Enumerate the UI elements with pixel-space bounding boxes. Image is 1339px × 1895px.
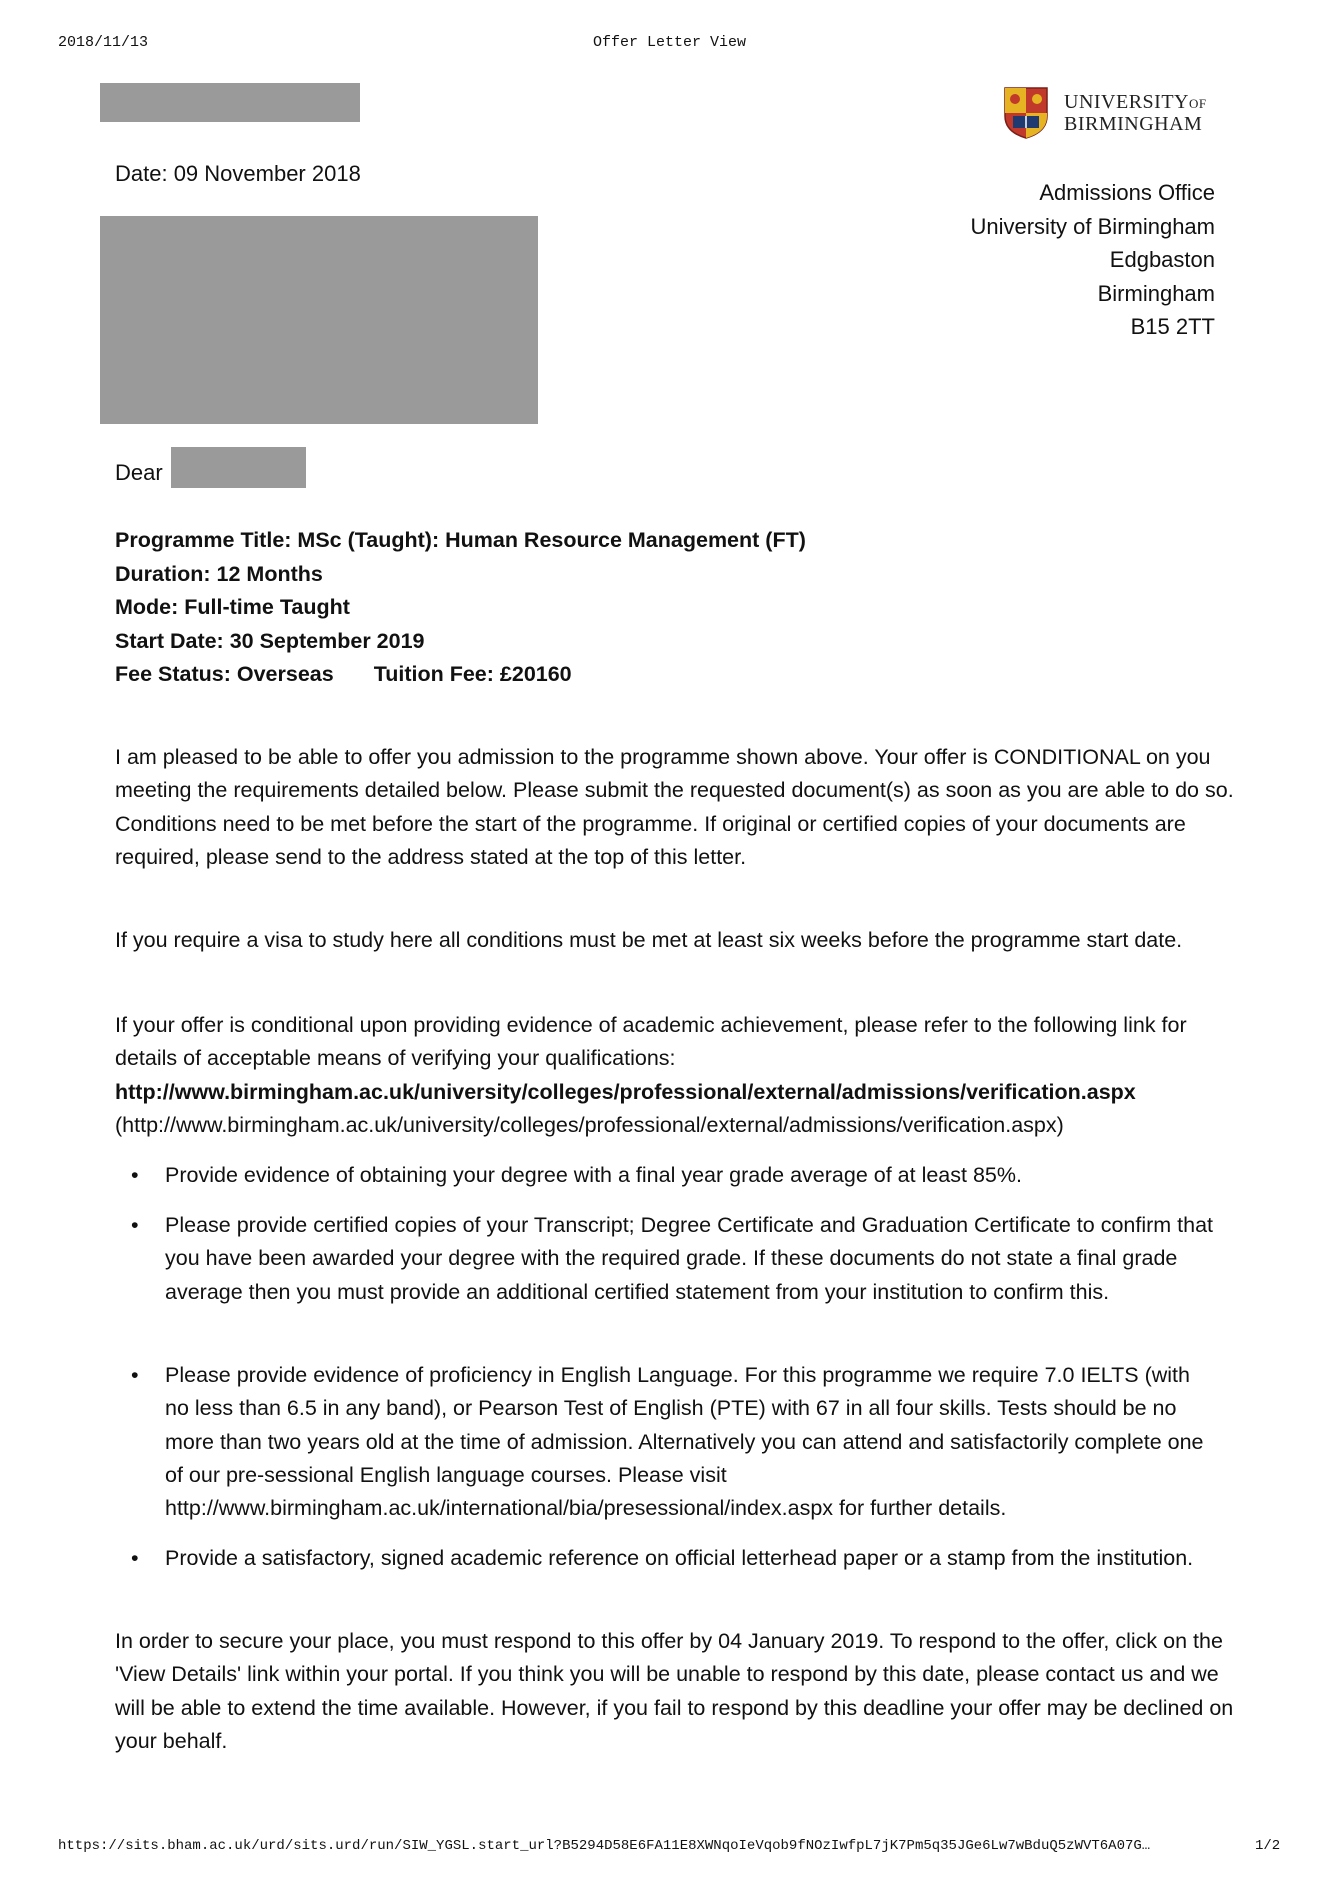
address-line: Birmingham bbox=[1097, 280, 1215, 306]
redacted-block-recipient bbox=[171, 447, 306, 488]
programme-start-date: Start Date: 30 September 2019 bbox=[115, 628, 425, 653]
offer-paragraph: I am pleased to be able to offer you admission to the programme shown above. Your offer is CONDITIONAL on you meeting the requirements detailed below. Please submit the requested document(s) as soon as you are able to do so. Conditions need to be met before the start of the programme. If original or certified copies of your documents are required, please send to the address stated at the top of this letter. bbox=[115, 745, 1234, 869]
address-line: University of Birmingham bbox=[970, 213, 1215, 239]
condition-item bbox=[115, 1159, 1215, 1192]
programme-details bbox=[115, 524, 806, 692]
verification-link-plain: (http://www.birmingham.ac.uk/university/colleges/professional/external/admissions/verification.aspx) bbox=[115, 1112, 1064, 1137]
address-line: Edgbaston bbox=[1109, 247, 1215, 272]
condition-text: Provide a satisfactory, signed academic reference on official letterhead paper or a stamp from the institution. bbox=[165, 1546, 1194, 1570]
redacted-block-address bbox=[100, 216, 538, 424]
sender-address bbox=[970, 176, 1215, 344]
address-line: B15 2TT bbox=[1130, 314, 1215, 339]
bullet-icon: • bbox=[131, 1546, 139, 1570]
programme-mode: Mode: Full-time Taught bbox=[115, 595, 350, 619]
bullet-icon: • bbox=[131, 1213, 139, 1237]
bullet-icon: • bbox=[131, 1163, 139, 1187]
salutation: Dear bbox=[115, 460, 163, 485]
condition-text: Provide evidence of obtaining your degree with a final year grade average of at least 85%. bbox=[165, 1163, 1022, 1187]
redacted-block-name bbox=[100, 83, 360, 122]
visa-paragraph: If you require a visa to study here all conditions must be met at least six weeks before the programme start date. bbox=[115, 928, 1183, 952]
print-header-title: Offer Letter View bbox=[592, 34, 747, 51]
tuition-fee: Tuition Fee: £20160 bbox=[373, 662, 572, 686]
university-logo bbox=[1003, 86, 1207, 140]
condition-text: Please provide certified copies of your Transcript; Degree Certificate and Graduation Certificate to confirm that you have been awarded your degree with the required grade. If these documents do not state a final grade average then you must provide an additional certified statement from your institution to confirm this. bbox=[165, 1213, 1214, 1304]
logo-line1: UNIVERSITY bbox=[1064, 91, 1189, 113]
condition-item bbox=[115, 1359, 1215, 1525]
letter-date: Date: 09 November 2018 bbox=[115, 161, 361, 186]
response-paragraph: In order to secure your place, you must respond to this offer by 04 January 2019. To respond to the offer, click on the 'View Details' link within your portal. If you think you will be unable to respond by this date, please contact us and we will be able to extend the time available. However, if you fail to respond by this deadline your offer may be declined on your behalf. bbox=[115, 1629, 1234, 1753]
verification-intro: If your offer is conditional upon providing evidence of academic achievement, please refer to the following link for details of acceptable means of verifying your qualifications: bbox=[115, 1013, 1187, 1071]
university-crest-icon bbox=[1003, 86, 1049, 140]
bullet-icon: • bbox=[131, 1363, 139, 1387]
print-header-date: 2018/11/13 bbox=[58, 34, 149, 51]
print-footer-page: 1/2 bbox=[1255, 1838, 1281, 1854]
condition-item bbox=[115, 1542, 1215, 1575]
programme-duration: Duration: 12 Months bbox=[115, 561, 323, 586]
address-line: Admissions Office bbox=[1039, 180, 1215, 205]
verification-link[interactable]: http://www.birmingham.ac.uk/university/colleges/professional/external/admissions/verification.aspx bbox=[115, 1079, 1136, 1104]
fee-status: Fee Status: Overseas bbox=[115, 662, 334, 686]
verification-paragraph bbox=[115, 1009, 1235, 1142]
logo-line2: BIRMINGHAM bbox=[1064, 113, 1203, 135]
condition-item bbox=[115, 1209, 1215, 1309]
condition-text: Please provide evidence of proficiency in English Language. For this programme we require 7.0 IELTS (with no less than 6.5 in any band), or Pearson Test of English (PTE) with 67 in all four skills. Tests should be no more than two years old at the time of admission. Alternatively you can attend and satisfactorily complete one of our pre-sessional English language courses. Please visit http://www.birmingham.ac.uk/international/bia/presessional/index.aspx for further details. bbox=[165, 1363, 1204, 1521]
print-footer-url: https://sits.bham.ac.uk/urd/sits.urd/run/SIW_YGSL.start_url?B5294D58E6FA11E8XWNqoIeVqob9fNOzIwfpL7jK7Pm5q35JGe6Lw7wBduQ5zWVT6A07G… bbox=[58, 1838, 1151, 1854]
programme-title: Programme Title: MSc (Taught): Human Resource Management (FT) bbox=[115, 528, 806, 552]
logo-of: OF bbox=[1189, 96, 1207, 111]
